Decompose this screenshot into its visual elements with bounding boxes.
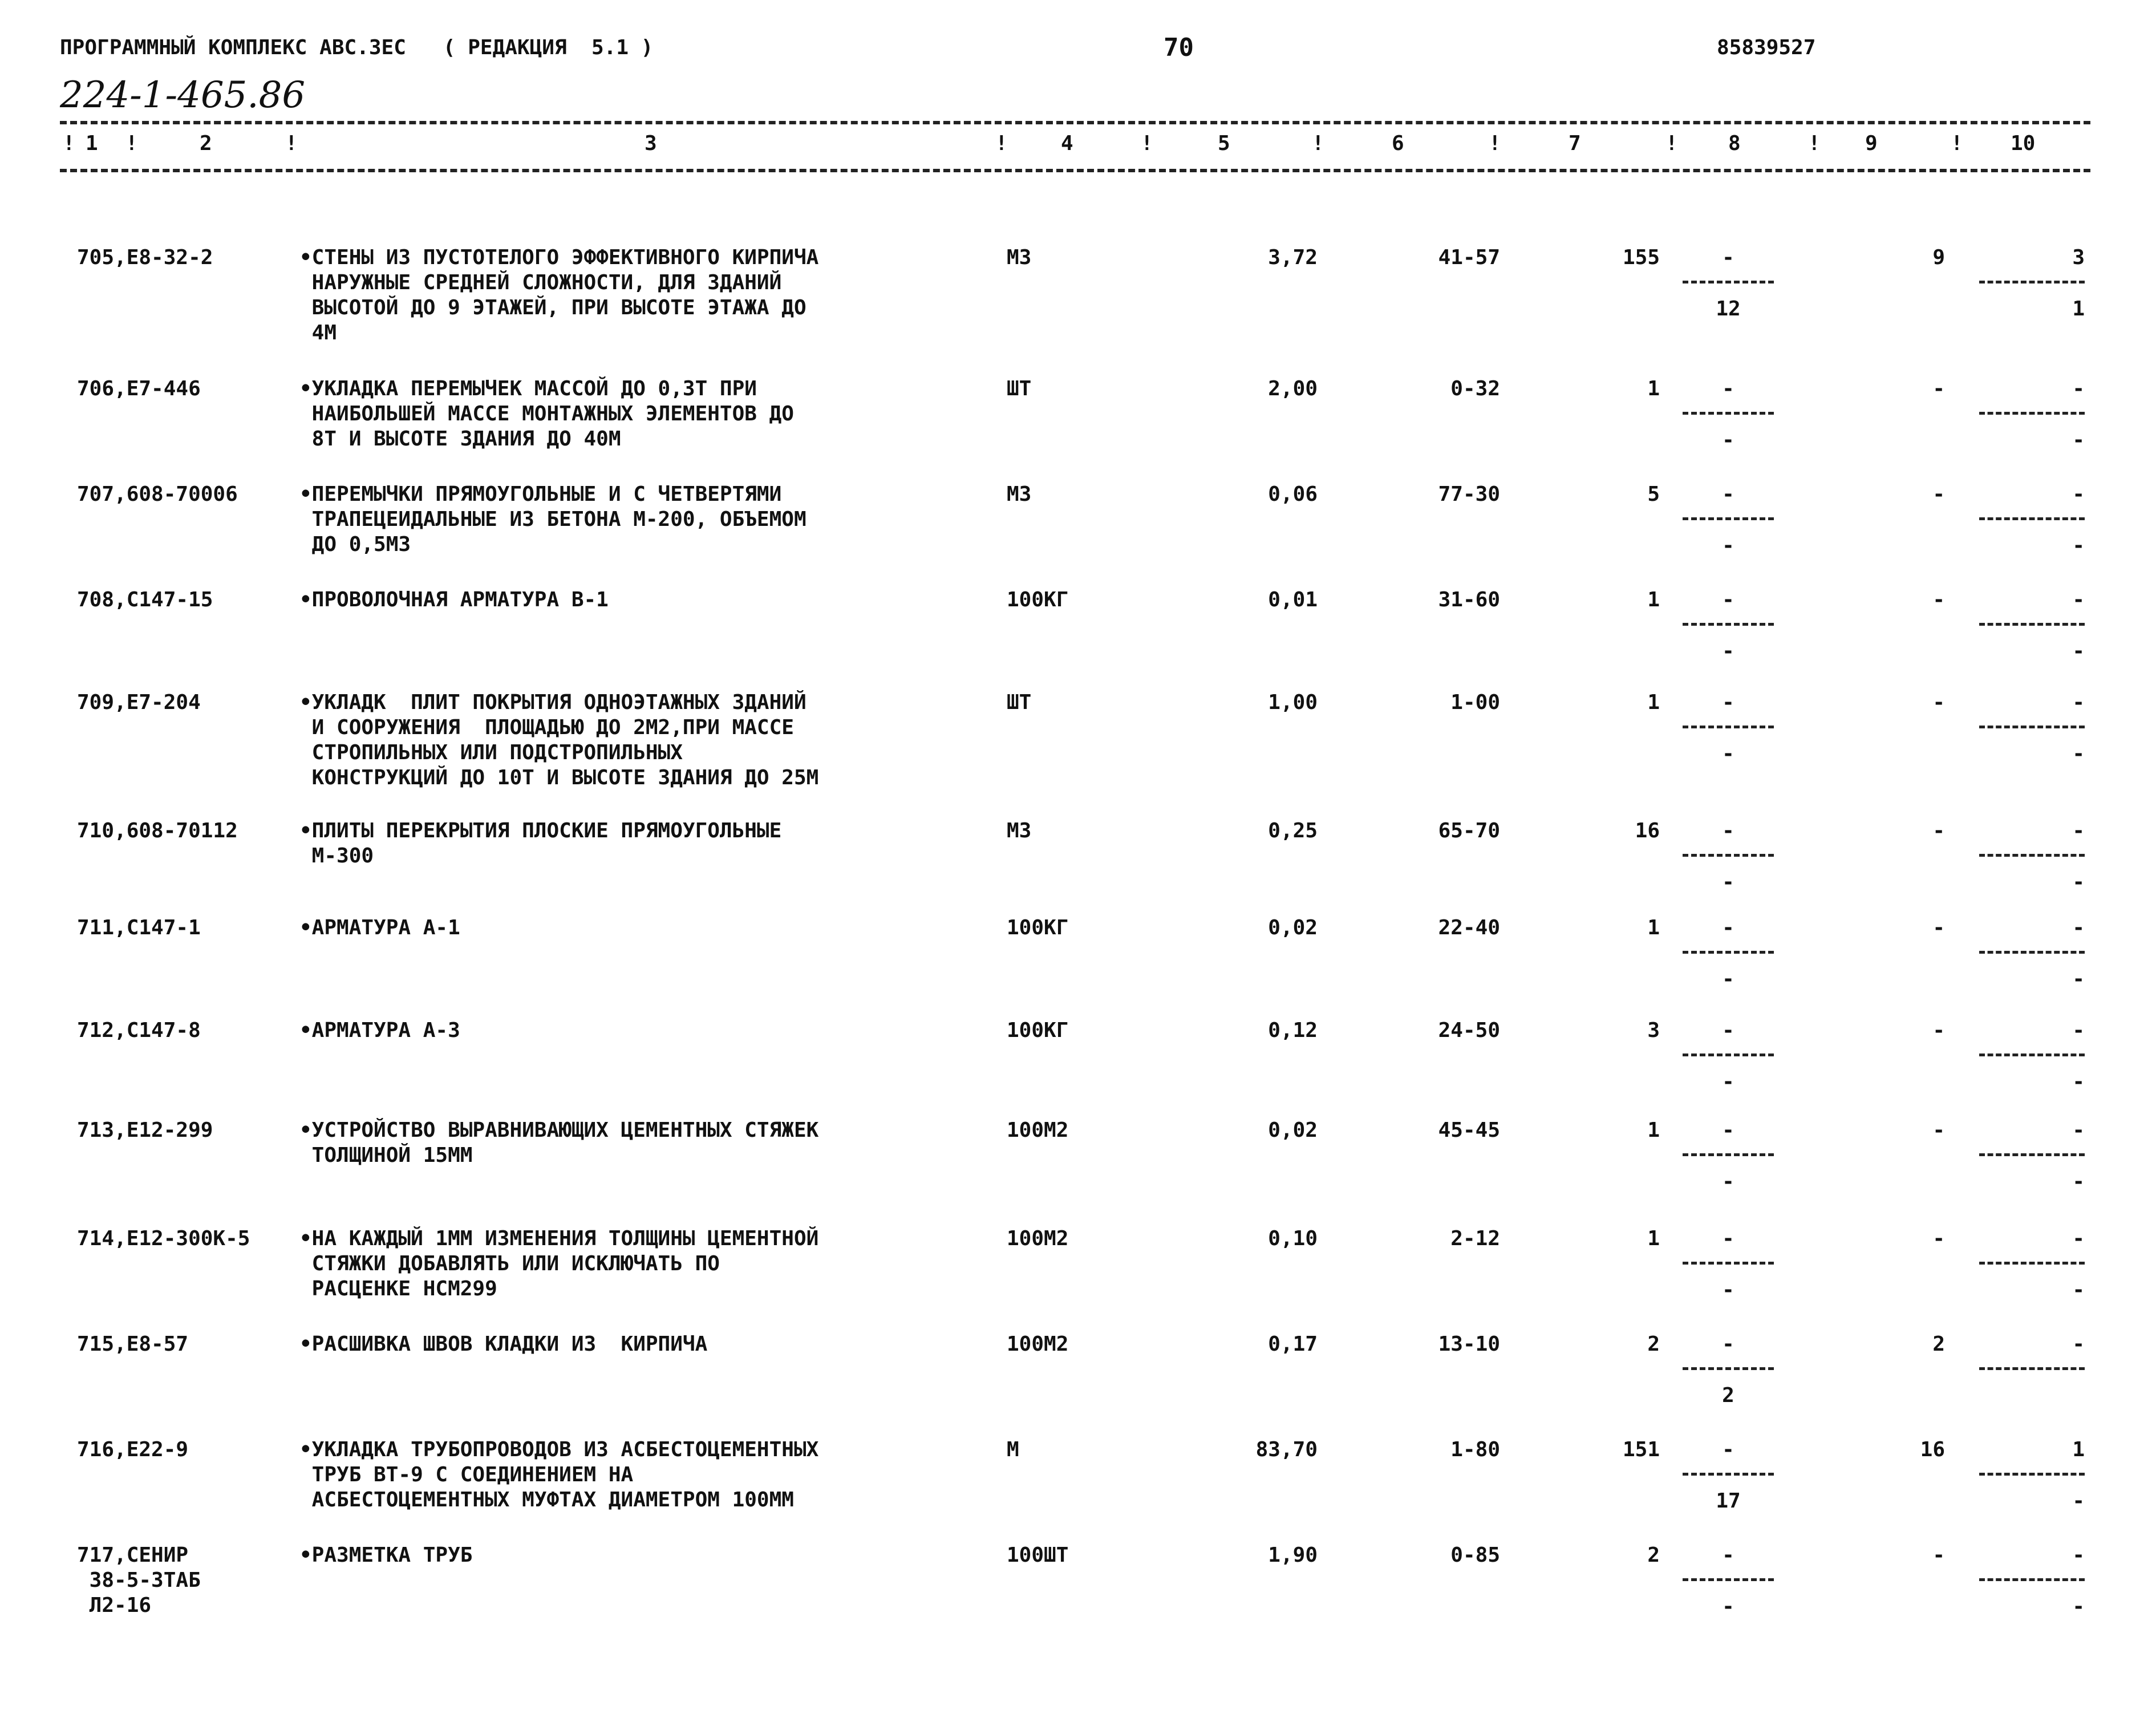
row-unit: 100КГ bbox=[1007, 1019, 1069, 1042]
fraction-rule bbox=[1979, 1578, 2085, 1581]
fraction-rule bbox=[1979, 1054, 2085, 1056]
row-unit-price: 65-70 bbox=[1438, 819, 1500, 842]
fraction-rule bbox=[1979, 726, 2085, 728]
row-code: 715,Е8-57 bbox=[77, 1332, 189, 1356]
row-unit: М3 bbox=[1007, 246, 1032, 269]
row-unit-price: 13-10 bbox=[1438, 1332, 1500, 1356]
fraction-rule bbox=[1683, 1262, 1774, 1265]
row-col8-bottom: - bbox=[1722, 639, 1734, 663]
row-description: •РАСШИВКА ШВОВ КЛАДКИ ИЗ КИРПИЧА bbox=[299, 1332, 708, 1356]
row-col10-bottom: - bbox=[2072, 1070, 2085, 1093]
row-unit: ШТ bbox=[1007, 691, 1032, 714]
fraction-rule bbox=[1683, 517, 1774, 520]
row-col8-top: - bbox=[1722, 691, 1734, 714]
row-quantity: 0,01 bbox=[1268, 588, 1318, 611]
row-col10-bottom: - bbox=[2072, 967, 2085, 991]
row-code: 708,С147-15 bbox=[77, 588, 213, 611]
row-description: •АРМАТУРА А-3 bbox=[299, 1019, 460, 1042]
row-unit: 100М2 bbox=[1007, 1227, 1069, 1250]
row-col8-top: - bbox=[1722, 588, 1734, 611]
row-col9: 16 bbox=[1920, 1438, 1945, 1461]
row-quantity: 3,72 bbox=[1268, 246, 1318, 269]
row-description: •ПЛИТЫ ПЕРЕКРЫТИЯ ПЛОСКИЕ ПРЯМОУГОЛЬНЫЕ М-300 bbox=[299, 819, 782, 868]
row-code: 705,Е8-32-2 bbox=[77, 246, 213, 269]
row-unit: ШТ bbox=[1007, 377, 1032, 400]
row-quantity: 0,17 bbox=[1268, 1332, 1318, 1356]
row-col10-bottom: - bbox=[2072, 742, 2085, 765]
row-unit: М3 bbox=[1007, 819, 1032, 842]
row-unit-price: 22-40 bbox=[1438, 916, 1500, 939]
row-quantity: 1,90 bbox=[1268, 1543, 1318, 1567]
row-col10-bottom: - bbox=[2072, 1278, 2085, 1302]
row-unit: 100ШТ bbox=[1007, 1543, 1069, 1567]
col-sep: ! bbox=[1312, 132, 1324, 155]
row-col10-bottom: 1 bbox=[2072, 297, 2085, 321]
row-unit-price: 24-50 bbox=[1438, 1019, 1500, 1042]
row-unit-price: 77-30 bbox=[1438, 483, 1500, 506]
row-total: 151 bbox=[1622, 1438, 1660, 1461]
row-col8-bottom: - bbox=[1722, 742, 1734, 765]
row-unit-price: 45-45 bbox=[1438, 1119, 1500, 1142]
row-col10-bottom: - bbox=[2072, 1170, 2085, 1193]
col-header-2: 2 bbox=[200, 132, 212, 155]
row-col8-bottom: 17 bbox=[1716, 1489, 1741, 1513]
row-col8-top: - bbox=[1722, 377, 1734, 400]
row-col10-top: 3 bbox=[2072, 246, 2085, 269]
row-col10-top: - bbox=[2072, 819, 2085, 842]
fraction-rule bbox=[1683, 412, 1774, 415]
row-quantity: 0,10 bbox=[1268, 1227, 1318, 1250]
col-sep: ! bbox=[1808, 132, 1821, 155]
doc-code: 85839527 bbox=[1717, 36, 1816, 59]
row-quantity: 1,00 bbox=[1268, 691, 1318, 714]
row-description: •УКЛАДК ПЛИТ ПОКРЫТИЯ ОДНОЭТАЖНЫХ ЗДАНИЙ И СООРУЖЕНИЯ ПЛОЩАДЬЮ ДО 2М2,ПРИ МАССЕ СТРОПИЛЬНЫХ ИЛИ ПОДСТРОПИЛЬНЫХ КОНСТРУКЦИЙ ДО 10Т И ВЫСОТЕ ЗДАНИЯ ДО 25М bbox=[299, 691, 819, 789]
fraction-rule bbox=[1979, 1367, 2085, 1370]
row-description: •УКЛАДКА ПЕРЕМЫЧЕК МАССОЙ ДО 0,3Т ПРИ НАИБОЛЬШЕЙ МАССЕ МОНТАЖНЫХ ЭЛЕМЕНТОВ ДО 8Т И ВЫСОТЕ ЗДАНИЯ ДО 40М bbox=[299, 377, 794, 451]
row-unit: 100КГ bbox=[1007, 588, 1069, 611]
row-col8-bottom: - bbox=[1722, 1278, 1734, 1302]
row-col10-top: - bbox=[2072, 1332, 2085, 1356]
col-sep: ! bbox=[125, 132, 138, 155]
row-col9: - bbox=[1932, 819, 1945, 842]
row-unit-price: 0-32 bbox=[1450, 377, 1500, 400]
row-col8-top: - bbox=[1722, 819, 1734, 842]
row-description: •НА КАЖДЫЙ 1ММ ИЗМЕНЕНИЯ ТОЛЩИНЫ ЦЕМЕНТНОЙ СТЯЖКИ ДОБАВЛЯТЬ ИЛИ ИСКЛЮЧАТЬ ПО РАСЦЕНКЕ НСМ299 bbox=[299, 1227, 819, 1300]
row-unit-price: 41-57 bbox=[1438, 246, 1500, 269]
row-total: 16 bbox=[1635, 819, 1660, 842]
row-quantity: 0,02 bbox=[1268, 916, 1318, 939]
row-code: 707,608-70006 bbox=[77, 483, 238, 506]
row-unit: 100М2 bbox=[1007, 1119, 1069, 1142]
fraction-rule bbox=[1683, 1153, 1774, 1156]
fraction-rule bbox=[1683, 623, 1774, 626]
row-col9: - bbox=[1932, 691, 1945, 714]
row-code: 716,Е22-9 bbox=[77, 1438, 189, 1461]
row-code: 714,Е12-300К-5 bbox=[77, 1227, 250, 1250]
row-col10-top: 1 bbox=[2072, 1438, 2085, 1461]
col-sep: ! bbox=[1141, 132, 1153, 155]
row-col10-bottom: - bbox=[2072, 1489, 2085, 1513]
row-col9: - bbox=[1932, 916, 1945, 939]
row-col10-bottom: - bbox=[2072, 639, 2085, 663]
row-quantity: 83,70 bbox=[1255, 1438, 1318, 1461]
row-col9: - bbox=[1932, 1543, 1945, 1567]
row-unit-price: 1-80 bbox=[1450, 1438, 1500, 1461]
fraction-rule bbox=[1683, 1473, 1774, 1476]
row-col10-bottom: - bbox=[2072, 534, 2085, 557]
row-col8-top: - bbox=[1722, 246, 1734, 269]
row-col10-top: - bbox=[2072, 483, 2085, 506]
fraction-rule bbox=[1979, 951, 2085, 954]
fraction-rule bbox=[1979, 517, 2085, 520]
col-sep: ! bbox=[1665, 132, 1678, 155]
row-description: •ПРОВОЛОЧНАЯ АРМАТУРА В-1 bbox=[299, 588, 609, 611]
row-col10-top: - bbox=[2072, 916, 2085, 939]
fraction-rule bbox=[1979, 1473, 2085, 1476]
row-col9: 2 bbox=[1932, 1332, 1945, 1356]
row-col8-bottom: 2 bbox=[1722, 1384, 1734, 1407]
row-col10-top: - bbox=[2072, 1227, 2085, 1250]
col-sep: ! bbox=[1489, 132, 1501, 155]
row-col8-bottom: - bbox=[1722, 1595, 1734, 1618]
row-col9: 9 bbox=[1932, 246, 1945, 269]
fraction-rule bbox=[1683, 1578, 1774, 1581]
col-sep: ! bbox=[995, 132, 1008, 155]
fraction-rule bbox=[1683, 854, 1774, 857]
row-col9: - bbox=[1932, 377, 1945, 400]
row-col8-top: - bbox=[1722, 483, 1734, 506]
fraction-rule bbox=[1683, 1054, 1774, 1056]
row-unit-price: 0-85 bbox=[1450, 1543, 1500, 1567]
col-header-7: 7 bbox=[1569, 132, 1581, 155]
row-code: 717,СЕНИР 38-5-3ТАБ Л2-16 bbox=[77, 1543, 201, 1617]
col-header-3: 3 bbox=[645, 132, 657, 155]
col-sep: ! bbox=[1951, 132, 1963, 155]
handwritten-ref: 224-1-465.86 bbox=[60, 74, 306, 116]
row-col10-top: - bbox=[2072, 377, 2085, 400]
col-header-6: 6 bbox=[1392, 132, 1404, 155]
row-unit-price: 2-12 bbox=[1450, 1227, 1500, 1250]
row-total: 1 bbox=[1647, 916, 1660, 939]
row-unit: М3 bbox=[1007, 483, 1032, 506]
col-header-8: 8 bbox=[1728, 132, 1741, 155]
page-number: 70 bbox=[1164, 33, 1194, 62]
row-quantity: 0,06 bbox=[1268, 483, 1318, 506]
header-rule-top bbox=[60, 121, 2090, 124]
row-col8-bottom: - bbox=[1722, 428, 1734, 452]
col-header-4: 4 bbox=[1061, 132, 1073, 155]
row-total: 1 bbox=[1647, 1227, 1660, 1250]
row-description: •РАЗМЕТКА ТРУБ bbox=[299, 1543, 473, 1567]
row-col10-bottom: - bbox=[2072, 870, 2085, 894]
row-total: 1 bbox=[1647, 588, 1660, 611]
row-unit-price: 31-60 bbox=[1438, 588, 1500, 611]
row-code: 712,С147-8 bbox=[77, 1019, 201, 1042]
row-total: 2 bbox=[1647, 1332, 1660, 1356]
row-col8-top: - bbox=[1722, 1227, 1734, 1250]
col-header-9: 9 bbox=[1865, 132, 1878, 155]
row-col8-bottom: 12 bbox=[1716, 297, 1741, 321]
row-description: •УКЛАДКА ТРУБОПРОВОДОВ ИЗ АСБЕСТОЦЕМЕНТНЫХ ТРУБ ВТ-9 С СОЕДИНЕНИЕМ НА АСБЕСТОЦЕМЕНТНЫХ МУФТАХ ДИАМЕТРОМ 100ММ bbox=[299, 1438, 819, 1512]
row-description: •УСТРОЙСТВО ВЫРАВНИВАЮЩИХ ЦЕМЕНТНЫХ СТЯЖЕК ТОЛЩИНОЙ 15ММ bbox=[299, 1119, 819, 1167]
fraction-rule bbox=[1683, 951, 1774, 954]
row-unit: 100КГ bbox=[1007, 916, 1069, 939]
row-code: 706,Е7-446 bbox=[77, 377, 201, 400]
row-col8-top: - bbox=[1722, 1019, 1734, 1042]
col-sep: ! bbox=[285, 132, 298, 155]
row-col9: - bbox=[1932, 588, 1945, 611]
program-header: ПРОГРАММНЫЙ КОМПЛЕКС АВС.ЗЕС ( РЕДАКЦИЯ 5.1 ) bbox=[60, 36, 654, 59]
row-quantity: 2,00 bbox=[1268, 377, 1318, 400]
row-col8-bottom: - bbox=[1722, 1070, 1734, 1093]
row-quantity: 0,02 bbox=[1268, 1119, 1318, 1142]
row-code: 711,С147-1 bbox=[77, 916, 201, 939]
row-unit: 100М2 bbox=[1007, 1332, 1069, 1356]
row-col8-top: - bbox=[1722, 1438, 1734, 1461]
row-col10-top: - bbox=[2072, 1119, 2085, 1142]
row-col10-bottom: - bbox=[2072, 1595, 2085, 1618]
row-quantity: 0,12 bbox=[1268, 1019, 1318, 1042]
col-sep: ! bbox=[63, 132, 75, 155]
fraction-rule bbox=[1979, 412, 2085, 415]
row-total: 2 bbox=[1647, 1543, 1660, 1567]
row-total: 3 bbox=[1647, 1019, 1660, 1042]
row-description: •СТЕНЫ ИЗ ПУСТОТЕЛОГО ЭФФЕКТИВНОГО КИРПИЧА НАРУЖНЫЕ СРЕДНЕЙ СЛОЖНОСТИ, ДЛЯ ЗДАНИЙ ВЫСОТОЙ ДО 9 ЭТАЖЕЙ, ПРИ ВЫСОТЕ ЭТАЖА ДО 4М bbox=[299, 246, 819, 345]
row-unit-price: 1-00 bbox=[1450, 691, 1500, 714]
header-rule-bottom bbox=[60, 169, 2090, 172]
row-col10-top: - bbox=[2072, 691, 2085, 714]
row-code: 713,Е12-299 bbox=[77, 1119, 213, 1142]
col-header-10: 10 bbox=[2011, 132, 2036, 155]
fraction-rule bbox=[1979, 1262, 2085, 1265]
row-col8-top: - bbox=[1722, 1119, 1734, 1142]
col-header-1: 1 bbox=[86, 132, 98, 155]
row-col10-bottom: - bbox=[2072, 428, 2085, 452]
fraction-rule bbox=[1979, 854, 2085, 857]
fraction-rule bbox=[1683, 281, 1774, 283]
row-col8-top: - bbox=[1722, 1543, 1734, 1567]
row-col10-top: - bbox=[2072, 588, 2085, 611]
row-col9: - bbox=[1932, 483, 1945, 506]
row-code: 710,608-70112 bbox=[77, 819, 238, 842]
row-col8-bottom: - bbox=[1722, 967, 1734, 991]
fraction-rule bbox=[1683, 1367, 1774, 1370]
row-col8-top: - bbox=[1722, 1332, 1734, 1356]
row-unit: М bbox=[1007, 1438, 1019, 1461]
row-code: 709,Е7-204 bbox=[77, 691, 201, 714]
row-col8-bottom: - bbox=[1722, 870, 1734, 894]
row-col9: - bbox=[1932, 1227, 1945, 1250]
col-header-5: 5 bbox=[1218, 132, 1230, 155]
row-quantity: 0,25 bbox=[1268, 819, 1318, 842]
row-col9: - bbox=[1932, 1119, 1945, 1142]
row-description: •ПЕРЕМЫЧКИ ПРЯМОУГОЛЬНЫЕ И С ЧЕТВЕРТЯМИ ТРАПЕЦЕИДАЛЬНЫЕ ИЗ БЕТОНА М-200, ОБЪЕМОМ ДО 0,5М3 bbox=[299, 483, 807, 556]
fraction-rule bbox=[1979, 1153, 2085, 1156]
row-col8-bottom: - bbox=[1722, 534, 1734, 557]
row-total: 1 bbox=[1647, 691, 1660, 714]
fraction-rule bbox=[1683, 726, 1774, 728]
fraction-rule bbox=[1979, 623, 2085, 626]
row-total: 5 bbox=[1647, 483, 1660, 506]
row-total: 155 bbox=[1622, 246, 1660, 269]
row-col10-top: - bbox=[2072, 1019, 2085, 1042]
row-total: 1 bbox=[1647, 1119, 1660, 1142]
row-col8-top: - bbox=[1722, 916, 1734, 939]
row-col10-top: - bbox=[2072, 1543, 2085, 1567]
row-description: •АРМАТУРА А-1 bbox=[299, 916, 460, 939]
row-col9: - bbox=[1932, 1019, 1945, 1042]
row-col8-bottom: - bbox=[1722, 1170, 1734, 1193]
fraction-rule bbox=[1979, 281, 2085, 283]
row-total: 1 bbox=[1647, 377, 1660, 400]
